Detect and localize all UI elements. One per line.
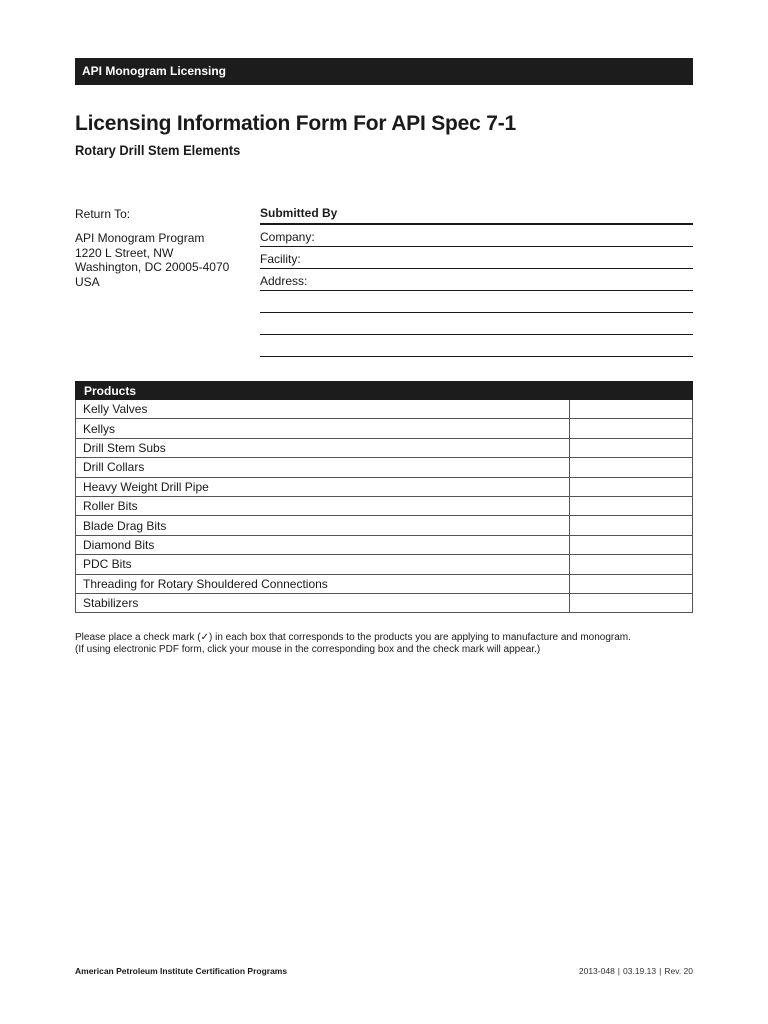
table-row bbox=[76, 516, 693, 535]
address-field-row-4 bbox=[260, 335, 693, 357]
table-row bbox=[76, 593, 693, 612]
product-checkbox[interactable] bbox=[570, 555, 693, 574]
company-label: Company: bbox=[260, 230, 315, 244]
facility-input[interactable] bbox=[320, 250, 693, 267]
address-input-line-1[interactable] bbox=[320, 272, 693, 289]
footer-separator: | bbox=[659, 966, 662, 976]
address-label: Address: bbox=[260, 274, 308, 288]
return-address-line: USA bbox=[75, 274, 100, 289]
form-title: Licensing Information Form For API Spec 7-1 bbox=[75, 112, 517, 135]
facility-label: Facility: bbox=[260, 252, 301, 266]
product-checkbox[interactable] bbox=[570, 477, 693, 496]
product-checkbox[interactable] bbox=[570, 496, 693, 515]
table-row bbox=[76, 496, 693, 515]
product-checkbox[interactable] bbox=[570, 400, 693, 419]
address-field-row-2 bbox=[260, 291, 693, 313]
product-name: Blade Drag Bits bbox=[76, 516, 570, 535]
table-row bbox=[76, 555, 693, 574]
company-input[interactable] bbox=[320, 228, 693, 245]
submitted-by-section bbox=[260, 206, 693, 357]
product-name: Drill Stem Subs bbox=[76, 438, 570, 457]
footer-doc-info bbox=[579, 966, 693, 976]
product-name: Threading for Rotary Shouldered Connections bbox=[76, 574, 570, 593]
table-row bbox=[76, 400, 693, 419]
products-table bbox=[75, 381, 693, 613]
form-subtitle: Rotary Drill Stem Elements bbox=[75, 142, 241, 158]
table-row bbox=[76, 438, 693, 457]
submitted-by-title: Submitted By bbox=[260, 206, 693, 225]
return-address-line: 1220 L Street, NW bbox=[75, 245, 174, 260]
header-bar-label: API Monogram Licensing bbox=[82, 64, 227, 78]
product-checkbox[interactable] bbox=[570, 593, 693, 612]
product-name: Stabilizers bbox=[76, 593, 570, 612]
return-address bbox=[75, 231, 229, 289]
instructions-note bbox=[75, 632, 631, 656]
company-field-row bbox=[260, 225, 693, 247]
products-header: Products bbox=[76, 382, 693, 400]
product-checkbox[interactable] bbox=[570, 535, 693, 554]
facility-field-row bbox=[260, 247, 693, 269]
table-row bbox=[76, 458, 693, 477]
footer-doc-number: 2013-048 bbox=[578, 966, 615, 976]
address-field-row-3 bbox=[260, 313, 693, 335]
instructions-line: Please place a check mark (✓) in each box that corresponds to the products you are applying to manufacture and monogram. bbox=[75, 632, 631, 643]
section-header-bar bbox=[75, 58, 693, 85]
return-address-line: API Monogram Program bbox=[75, 231, 205, 245]
product-name: Heavy Weight Drill Pipe bbox=[76, 477, 570, 496]
products-header-row bbox=[76, 382, 693, 400]
footer-organization: American Petroleum Institute Certification Programs bbox=[75, 966, 288, 976]
instructions-line: (If using electronic PDF form, click your mouse in the corresponding box and the check mark will appear.) bbox=[75, 644, 541, 655]
product-checkbox[interactable] bbox=[570, 419, 693, 438]
table-row bbox=[76, 574, 693, 593]
product-checkbox[interactable] bbox=[570, 438, 693, 457]
table-row bbox=[76, 419, 693, 438]
footer-revision: Rev. 20 bbox=[664, 966, 693, 976]
return-to-label: Return To: bbox=[75, 207, 131, 221]
product-name: Roller Bits bbox=[76, 496, 570, 515]
address-input-line-2[interactable] bbox=[260, 294, 693, 311]
product-checkbox[interactable] bbox=[570, 458, 693, 477]
product-name: Kellys bbox=[76, 419, 570, 438]
product-name: PDC Bits bbox=[76, 555, 570, 574]
table-row bbox=[76, 535, 693, 554]
product-checkbox[interactable] bbox=[570, 516, 693, 535]
return-address-line: Washington, DC 20005-4070 bbox=[75, 260, 230, 274]
address-field-row bbox=[260, 269, 693, 291]
footer-date: 03.19.13 bbox=[623, 966, 657, 976]
product-name: Kelly Valves bbox=[76, 400, 570, 419]
address-input-line-3[interactable] bbox=[260, 316, 693, 333]
product-name: Diamond Bits bbox=[76, 535, 570, 554]
address-input-line-4[interactable] bbox=[260, 338, 693, 355]
product-name: Drill Collars bbox=[76, 458, 570, 477]
product-checkbox[interactable] bbox=[570, 574, 693, 593]
footer-separator: | bbox=[617, 966, 621, 976]
table-row bbox=[76, 477, 693, 496]
